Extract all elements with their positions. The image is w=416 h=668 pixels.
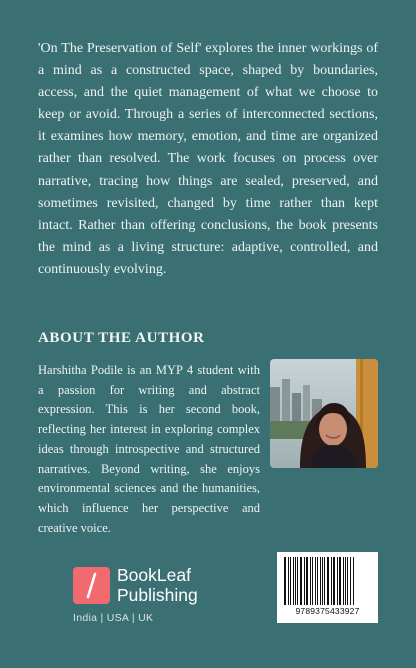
- book-description: 'On The Preservation of Self' explores the inner workings of a mind as a constructed space, shaped by boundaries, access, and the quiet management of what we choose to keep or avoid. Through a series of interconnected sections, it examines how memory, emotion, and time are organized rather than resolved. The work focuses on process over narrative, tracing how things are sealed, preserved, and sometimes revisited, changed by time rather than kept intact. Rather than offering conclusions, the book presents the mind as a living structure: adaptive, controlled, and continuously evolving.: [38, 41, 378, 277]
- isbn-number: 9789375433927: [295, 606, 360, 616]
- barcode-bars-icon: [283, 557, 372, 605]
- publisher-regions: India | USA | UK: [73, 612, 154, 624]
- bookleaf-logo-icon: [73, 567, 110, 604]
- author-photo: [270, 359, 378, 468]
- about-author-heading: ABOUT THE AUTHOR: [38, 330, 205, 346]
- isbn-barcode: [277, 552, 378, 623]
- publisher-name-line1: BookLeaf: [117, 565, 191, 585]
- publisher-name-line2: Publishing: [117, 585, 198, 605]
- publisher-name: [117, 565, 237, 605]
- author-bio: Harshitha Podile is an MYP 4 student with a passion for writing and abstract expression. This is her second book, reflecting her interest in exploring complex ideas through introspective and structured narratives. Beyond writing, she enjoys environmental sciences and the humanities, which influence her perspective and creative voice.: [38, 363, 260, 535]
